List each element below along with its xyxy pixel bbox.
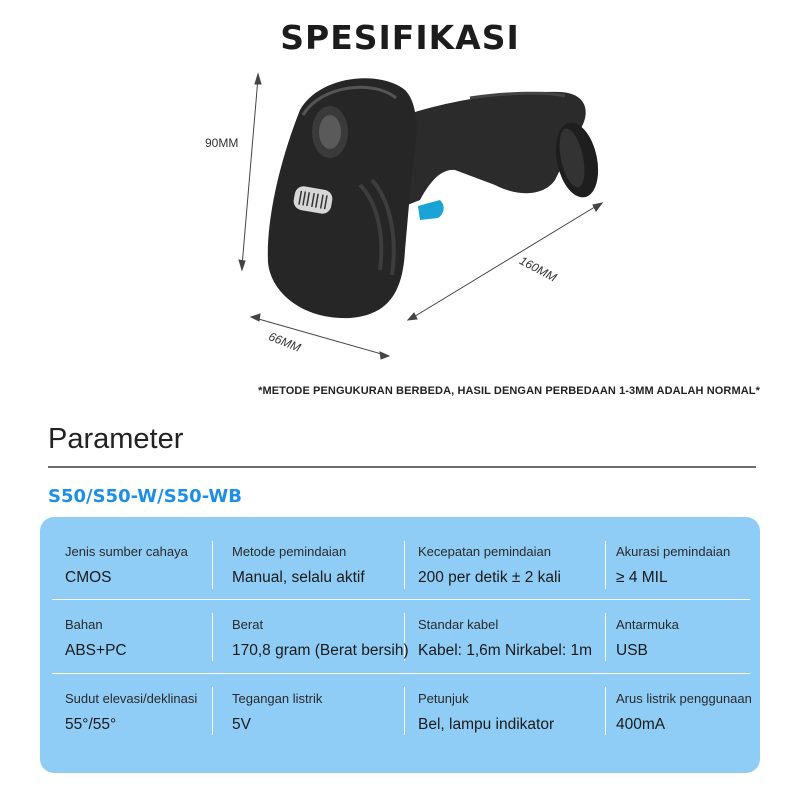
spec-cell [418, 691, 554, 734]
row-divider [52, 599, 750, 600]
spec-label: Antarmuka [616, 617, 679, 632]
spec-table [40, 517, 760, 773]
row-divider [52, 673, 750, 674]
spec-cell [232, 691, 322, 734]
spec-cell [232, 544, 365, 587]
spec-value: 5V [232, 716, 251, 733]
spec-label: Berat [232, 617, 264, 632]
spec-value: Manual, selalu aktif [232, 569, 365, 586]
column-divider [605, 613, 606, 661]
column-divider [212, 613, 213, 661]
spec-label: Jenis sumber cahaya [65, 544, 188, 559]
spec-value: 170,8 gram (Berat bersih) [232, 642, 409, 659]
spec-value: Kabel: 1,6m Nirkabel: 1m [418, 642, 593, 659]
spec-cell [65, 544, 188, 587]
spec-label: Metode pemindaian [232, 544, 347, 559]
spec-cell [616, 691, 752, 734]
spec-cell [616, 544, 730, 587]
divider [48, 466, 756, 468]
spec-value: CMOS [65, 569, 112, 586]
spec-label: Standar kabel [418, 617, 499, 632]
spec-cell [65, 617, 127, 660]
spec-value: ABS+PC [65, 642, 127, 659]
spec-value: 55°/55° [65, 716, 117, 733]
width-dimension-label: 66MM [266, 329, 303, 355]
column-divider [605, 687, 606, 735]
model-name: S50/S50-W/S50-WB [48, 486, 242, 507]
spec-label: Tegangan listrik [232, 691, 323, 706]
column-divider [212, 541, 213, 589]
spec-label: Akurasi pemindaian [616, 544, 731, 559]
barcode-scanner-image [200, 60, 620, 380]
column-divider [404, 687, 405, 735]
spec-label: Bahan [65, 617, 103, 632]
spec-cell [418, 617, 592, 660]
measurement-note: *METODE PENGUKURAN BERBEDA, HASIL DENGAN PERBEDAAN 1-3MM ADALAH NORMAL* [258, 385, 760, 397]
spec-value: 200 per detik ± 2 kali [418, 569, 561, 586]
parameter-heading: Parameter [48, 423, 184, 455]
spec-label: Arus listrik penggunaan [616, 691, 752, 706]
page-title: SPESIFIKASI [280, 18, 520, 57]
spec-value: Bel, lampu indikator [418, 716, 555, 733]
spec-cell [65, 691, 197, 734]
column-divider [212, 687, 213, 735]
spec-cell [232, 617, 409, 660]
spec-label: Petunjuk [418, 691, 469, 706]
spec-value: 400mA [616, 716, 666, 733]
spec-value: USB [616, 642, 648, 659]
column-divider [605, 541, 606, 589]
height-dimension-label: 90MM [205, 136, 239, 150]
spec-label: Kecepatan pemindaian [418, 544, 551, 559]
spec-value: ≥ 4 MIL [616, 569, 668, 586]
length-dimension-label: 160MM [517, 253, 559, 285]
spec-cell [616, 617, 679, 660]
column-divider [404, 541, 405, 589]
spec-label: Sudut elevasi/deklinasi [65, 691, 198, 706]
spec-cell [418, 544, 561, 587]
